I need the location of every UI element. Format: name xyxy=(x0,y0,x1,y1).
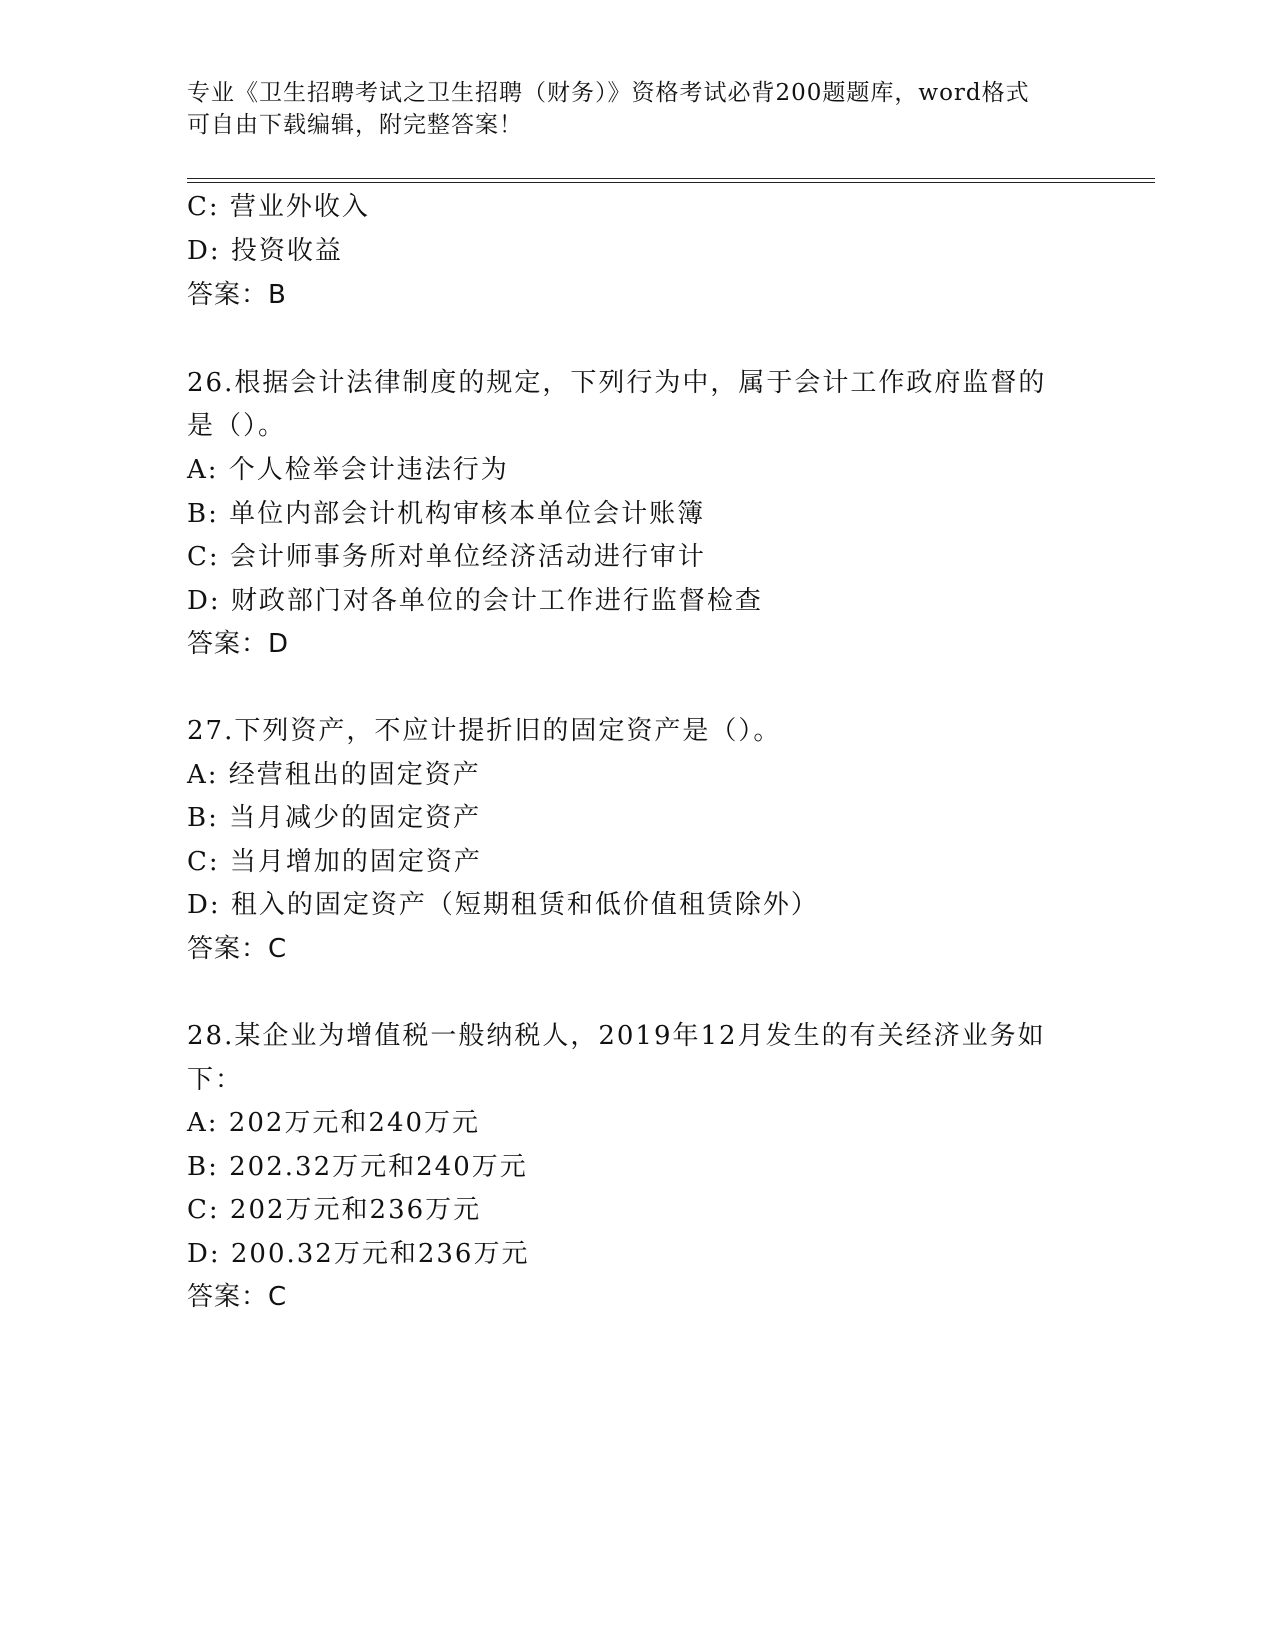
option-c: C: 202万元和236万元 xyxy=(187,1195,482,1225)
option-c: C: 会计师事务所对单位经济活动进行审计 xyxy=(187,542,706,572)
option-d: D: 投资收益 xyxy=(187,236,343,266)
question-stem-line-1: 26.根据会计法律制度的规定，下列行为中，属于会计工作政府监督的 xyxy=(187,368,1047,398)
option-b: B: 当月减少的固定资产 xyxy=(187,803,482,833)
option-d: D: 财政部门对各单位的会计工作进行监督检查 xyxy=(187,586,763,616)
question-stem-line-1: 27.下列资产，不应计提折旧的固定资产是（）。 xyxy=(187,716,782,746)
header-title-line-1: 专业《卫生招聘考试之卫生招聘（财务）》资格考试必背200题题库，word格式 xyxy=(187,80,1030,106)
header-divider-top xyxy=(187,178,1155,179)
answer-line: 答案：C xyxy=(187,1282,288,1312)
option-a: A: 经营租出的固定资产 xyxy=(187,760,481,790)
header-title-line-2: 可自由下载编辑，附完整答案！ xyxy=(187,112,523,138)
answer-line: 答案：C xyxy=(187,934,288,964)
option-b: B: 202.32万元和240万元 xyxy=(187,1152,528,1182)
answer-line: 答案：D xyxy=(187,629,290,659)
option-a: A: 个人检举会计违法行为 xyxy=(187,455,509,485)
option-a: A: 202万元和240万元 xyxy=(187,1108,481,1138)
answer-line: 答案：B xyxy=(187,280,287,310)
question-stem-line-2: 是（）。 xyxy=(187,411,287,441)
option-d: D: 租入的固定资产（短期租赁和低价值租赁除外） xyxy=(187,890,819,920)
question-stem-line-1: 28.某企业为增值税一般纳税人，2019年12月发生的有关经济业务如 xyxy=(187,1021,1046,1051)
header-divider-bottom xyxy=(187,182,1155,183)
question-stem-line-2: 下： xyxy=(187,1065,244,1095)
option-c: C: 当月增加的固定资产 xyxy=(187,847,482,877)
option-d: D: 200.32万元和236万元 xyxy=(187,1239,530,1269)
option-b: B: 单位内部会计机构审核本单位会计账簿 xyxy=(187,499,706,529)
option-c: C: 营业外收入 xyxy=(187,192,370,222)
